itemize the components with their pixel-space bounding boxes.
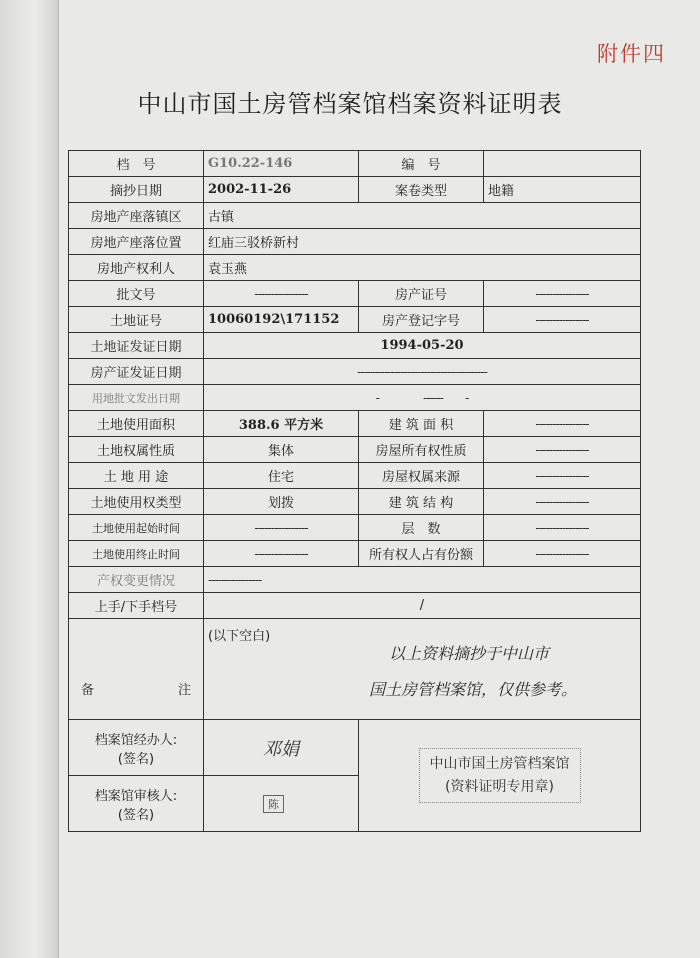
remarks-printed: (以下空白)	[208, 629, 271, 644]
floors-label: 层 数	[359, 515, 484, 541]
row-archive-no	[69, 151, 641, 177]
house-source-value: ----------------	[484, 463, 641, 489]
land-area-label: 土地使用面积	[69, 411, 204, 437]
owner-share-value: ----------------	[484, 541, 641, 567]
use-start-label: 土地使用起始时间	[69, 515, 204, 541]
row-use-end	[69, 541, 641, 567]
row-location	[69, 229, 641, 255]
owner-value: 袁玉燕	[204, 255, 641, 281]
handler-signature-cell	[204, 720, 359, 776]
use-end-value: ----------------	[204, 541, 359, 567]
case-type-label: 案卷类型	[359, 177, 484, 203]
copy-date-value: 2002-11-26	[204, 177, 359, 203]
change-history-value: ----------------	[204, 567, 641, 593]
building-area-label: 建 筑 面 积	[359, 411, 484, 437]
property-cert-no-label: 房产证号	[359, 281, 484, 307]
row-land-approval-date	[69, 385, 641, 411]
land-nature-value: 集体	[204, 437, 359, 463]
land-approval-date-value: - ------ -	[204, 385, 641, 411]
serial-no-label: 编 号	[359, 151, 484, 177]
row-use-start	[69, 515, 641, 541]
handler-label	[69, 720, 204, 776]
use-end-label: 土地使用终止时间	[69, 541, 204, 567]
land-cert-date-value: 1994-05-20	[204, 333, 641, 359]
certificate-table	[68, 150, 641, 832]
row-property-cert-date	[69, 359, 641, 385]
property-cert-date-value: ---------------------------------------	[204, 359, 641, 385]
row-change-history	[69, 567, 641, 593]
land-use-value: 住宅	[204, 463, 359, 489]
approval-no-label: 批文号	[69, 281, 204, 307]
house-nature-label: 房屋所有权性质	[359, 437, 484, 463]
location-label: 房地产座落位置	[69, 229, 204, 255]
stamp-line2: (资料证明专用章)	[445, 778, 554, 795]
binding-margin	[0, 0, 58, 958]
row-land-cert-date	[69, 333, 641, 359]
reviewer-signature: 陈	[263, 795, 284, 813]
town-value: 古镇	[204, 203, 641, 229]
row-copy-date	[69, 177, 641, 203]
approval-no-value: ----------------	[204, 281, 359, 307]
row-transfer-no	[69, 593, 641, 619]
row-land-nature	[69, 437, 641, 463]
house-source-label: 房屋权属来源	[359, 463, 484, 489]
property-reg-no-value: ----------------	[484, 307, 641, 333]
reviewer-label-line1: 档案馆审核人:	[94, 788, 178, 804]
handler-signature: 邓娟	[263, 738, 299, 760]
remarks-label-right: 注	[177, 682, 191, 698]
land-right-type-value: 划拨	[204, 489, 359, 515]
case-type-value: 地籍	[484, 177, 641, 203]
row-land-use	[69, 463, 641, 489]
form-title: 中山市国土房管档案馆档案资料证明表	[137, 90, 563, 118]
land-right-type-label: 土地使用权类型	[69, 489, 204, 515]
handler-label-line1: 档案馆经办人:	[94, 732, 178, 748]
land-use-label: 土 地 用 途	[69, 463, 204, 489]
change-history-label: 产权变更情况	[69, 567, 204, 593]
reviewer-label	[69, 776, 204, 832]
town-label: 房地产座落镇区	[69, 203, 204, 229]
row-land-area	[69, 411, 641, 437]
owner-label: 房地产权利人	[69, 255, 204, 281]
property-reg-no-label: 房产登记字号	[359, 307, 484, 333]
row-owner	[69, 255, 641, 281]
land-area-value: 388.6 平方米	[204, 411, 359, 437]
handler-label-line2: (签名)	[117, 751, 155, 767]
row-handler	[69, 720, 641, 776]
reviewer-label-line2: (签名)	[117, 807, 155, 823]
use-start-value: ----------------	[204, 515, 359, 541]
remarks-value	[204, 619, 641, 720]
remarks-label-left: 备	[81, 682, 95, 698]
land-approval-date-label: 用地批文发出日期	[69, 385, 204, 411]
transfer-no-label: 上手/下手档号	[69, 593, 204, 619]
remarks-handwritten-line2: 国土房管档案馆，仅供参考。	[369, 680, 578, 699]
row-town	[69, 203, 641, 229]
building-area-value: ----------------	[484, 411, 641, 437]
copy-date-label: 摘抄日期	[69, 177, 204, 203]
floors-value: ----------------	[484, 515, 641, 541]
owner-share-label: 所有权人占有份额	[359, 541, 484, 567]
official-stamp	[419, 748, 581, 803]
row-land-cert	[69, 307, 641, 333]
reviewer-signature-cell	[204, 776, 359, 832]
binding-line	[58, 0, 59, 958]
land-cert-no-label: 土地证号	[69, 307, 204, 333]
land-cert-no-value: 10060192\171152	[204, 307, 359, 333]
land-cert-date-label: 土地证发证日期	[69, 333, 204, 359]
serial-no-value	[484, 151, 641, 177]
archive-no-value: G10.22-146	[204, 151, 359, 177]
remarks-label	[69, 619, 204, 720]
land-nature-label: 土地权属性质	[69, 437, 204, 463]
row-remarks	[69, 619, 641, 720]
property-cert-date-label: 房产证发证日期	[69, 359, 204, 385]
row-approval	[69, 281, 641, 307]
remarks-handwritten-line1: 以上资料摘抄于中山市	[389, 644, 550, 663]
location-value: 红庙三驳桥新村	[204, 229, 641, 255]
structure-label: 建 筑 结 构	[359, 489, 484, 515]
house-nature-value: ----------------	[484, 437, 641, 463]
transfer-no-value: /	[204, 593, 641, 619]
structure-value: ----------------	[484, 489, 641, 515]
property-cert-no-value: ----------------	[484, 281, 641, 307]
archive-no-label: 档 号	[69, 151, 204, 177]
stamp-cell	[359, 720, 641, 832]
stamp-line1: 中山市国土房管档案馆	[429, 756, 570, 773]
attachment-label: 附件四	[597, 42, 666, 66]
row-land-right-type	[69, 489, 641, 515]
